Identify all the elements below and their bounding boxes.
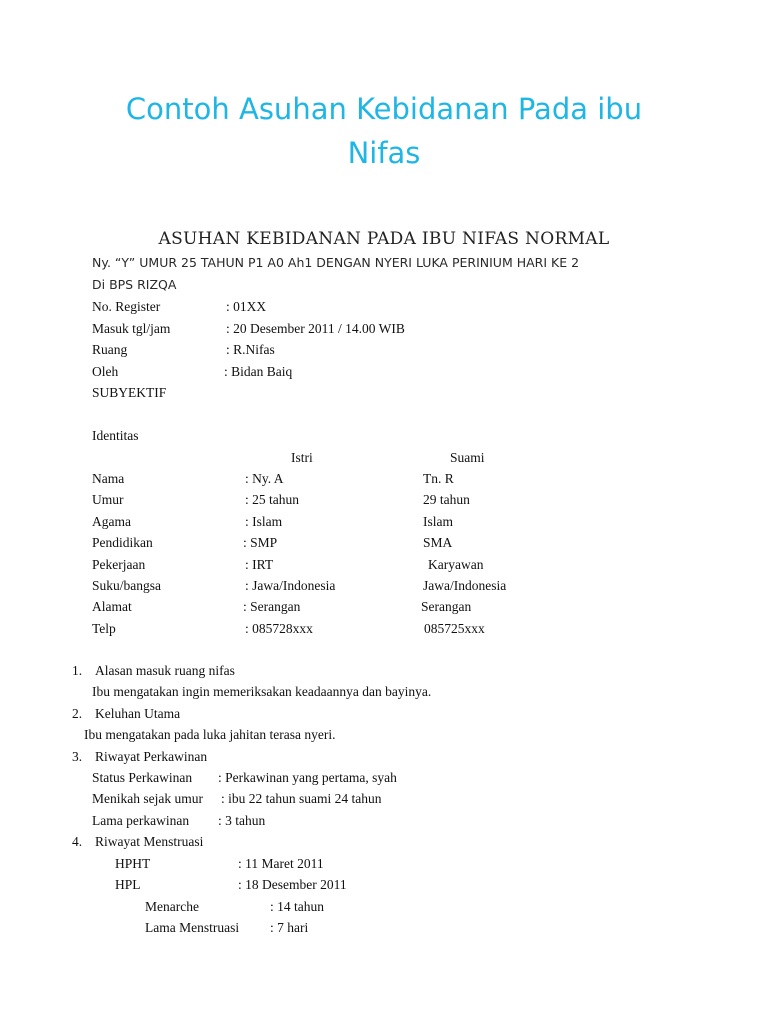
identity-label: Pekerjaan: [92, 557, 146, 572]
identity-suami: Islam: [423, 514, 453, 529]
column-header-suami: Suami: [450, 450, 485, 465]
identity-label: Agama: [92, 514, 131, 529]
identity-istri: : Islam: [245, 514, 283, 529]
room-label: Ruang: [92, 342, 128, 357]
identity-label: Pendidikan: [92, 535, 153, 550]
patient-line-1: Ny. “Y” UMUR 25 TAHUN P1 A0 Ah1 DENGAN NYERI LUKA PERINIUM HARI KE 2: [92, 255, 580, 270]
column-header-istri: Istri: [291, 450, 313, 465]
section-title-alasan-masuk: Alasan masuk ruang nifas: [95, 663, 235, 678]
identity-suami: Karyawan: [428, 557, 484, 572]
room-value: : R.Nifas: [226, 342, 275, 357]
identity-istri: : Serangan: [243, 599, 301, 614]
identity-suami: Jawa/Indonesia: [423, 578, 507, 593]
marriage-value: : ibu 22 tahun suami 24 tahun: [221, 791, 382, 806]
section-number: 1.: [72, 663, 83, 678]
identity-istri: : SMP: [243, 535, 278, 550]
identity-label: Alamat: [92, 599, 132, 614]
identity-label: Umur: [92, 492, 124, 507]
marriage-label: Menikah sejak umur: [92, 791, 203, 806]
identity-suami: 29 tahun: [423, 492, 470, 507]
section-number: 2.: [72, 706, 83, 721]
identity-label: Suku/bangsa: [92, 578, 161, 593]
identity-suami: SMA: [423, 535, 453, 550]
identity-istri: : Jawa/Indonesia: [245, 578, 336, 593]
register-value: : 01XX: [226, 299, 267, 314]
identity-suami: Tn. R: [423, 471, 454, 486]
menstruation-value: : 11 Maret 2011: [238, 856, 324, 871]
identity-istri: : IRT: [245, 557, 274, 572]
subyektif-heading: SUBYEKTIF: [92, 385, 167, 400]
section-title-keluhan-utama: Keluhan Utama: [95, 706, 181, 721]
section-text-keluhan-utama: Ibu mengatakan pada luka jahitan terasa nyeri.: [84, 727, 336, 742]
patient-line-2: Di BPS RIZQA: [92, 277, 177, 292]
menstruation-label: HPHT: [115, 856, 151, 871]
identity-istri: : Ny. A: [245, 471, 284, 486]
admission-label: Masuk tgl/jam: [92, 321, 171, 336]
identity-label: Nama: [92, 471, 125, 486]
marriage-label: Status Perkawinan: [92, 770, 193, 785]
identity-istri: : 085728xxx: [245, 621, 313, 636]
section-title-riwayat-menstruasi: Riwayat Menstruasi: [95, 834, 204, 849]
menstruation-value: : 14 tahun: [270, 899, 324, 914]
section-number: 3.: [72, 749, 83, 764]
examiner-label: Oleh: [92, 364, 119, 379]
menstruation-value: : 7 hari: [270, 920, 309, 935]
identity-label: Telp: [92, 621, 116, 636]
section-heading: ASUHAN KEBIDANAN PADA IBU NIFAS NORMAL: [158, 229, 610, 249]
identity-suami: 085725xxx: [424, 621, 485, 636]
identity-suami: Serangan: [421, 599, 472, 614]
register-label: No. Register: [92, 299, 161, 314]
examiner-value: : Bidan Baiq: [224, 364, 293, 379]
identitas-heading: Identitas: [92, 428, 139, 443]
marriage-label: Lama perkawinan: [92, 813, 190, 828]
marriage-value: : Perkawinan yang pertama, syah: [218, 770, 397, 785]
marriage-value: : 3 tahun: [218, 813, 266, 828]
identity-istri: : 25 tahun: [245, 492, 299, 507]
document-title-line-1: Contoh Asuhan Kebidanan Pada ibu: [125, 92, 643, 126]
section-text-alasan-masuk: Ibu mengatakan ingin memeriksakan keadaannya dan bayinya.: [92, 684, 432, 699]
document-title-line-2: Nifas: [347, 136, 421, 170]
section-title-riwayat-perkawinan: Riwayat Perkawinan: [95, 749, 208, 764]
admission-value: : 20 Desember 2011 / 14.00 WIB: [226, 321, 405, 336]
section-number: 4.: [72, 834, 83, 849]
menstruation-label: HPL: [115, 877, 141, 892]
menstruation-label: Lama Menstruasi: [145, 920, 240, 935]
menstruation-value: : 18 Desember 2011: [238, 877, 347, 892]
menstruation-label: Menarche: [145, 899, 199, 914]
